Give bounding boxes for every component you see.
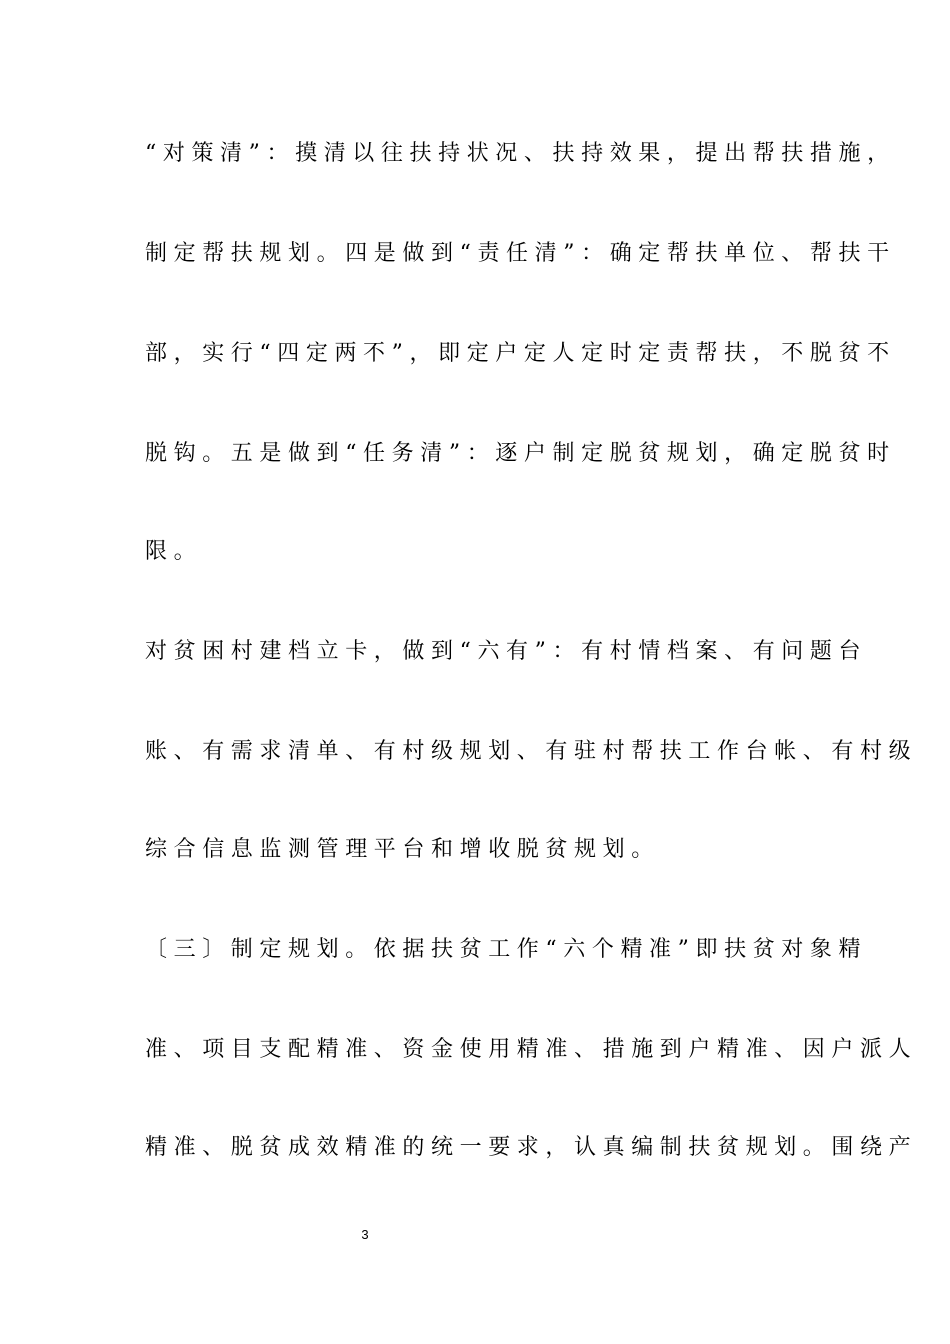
text-line: 〔三〕制定规划。依据扶贫工作“六个精准”即扶贫对象精 (145, 937, 868, 962)
text-line: 账、有需求清单、有村级规划、有驻村帮扶工作台帐、有村级 (145, 739, 918, 764)
page-number: 3 (361, 1227, 369, 1242)
text-line: 脱钩。五是做到“任务清”：逐户制定脱贫规划，确定脱贫时 (145, 441, 896, 466)
text-line: 制定帮扶规划。四是做到“责任清”：确定帮扶单位、帮扶干 (145, 241, 896, 266)
text-line: 对贫困村建档立卡，做到“六有”：有村情档案、有问题台 (145, 639, 868, 664)
text-line: 部，实行“四定两不”，即定户定人定时定责帮扶，不脱贫不 (145, 341, 896, 366)
text-line: 综合信息监测管理平台和增收脱贫规划。 (145, 837, 660, 862)
text-line: “对策清”：摸清以往扶持状况、扶持效果，提出帮扶措施， (145, 141, 896, 166)
text-line: 准、项目支配精准、资金使用精准、措施到户精准、因户派人 (145, 1037, 918, 1062)
text-line: 精准、脱贫成效精准的统一要求，认真编制扶贫规划。围绕产 (145, 1135, 918, 1160)
text-line: 限。 (145, 539, 203, 564)
